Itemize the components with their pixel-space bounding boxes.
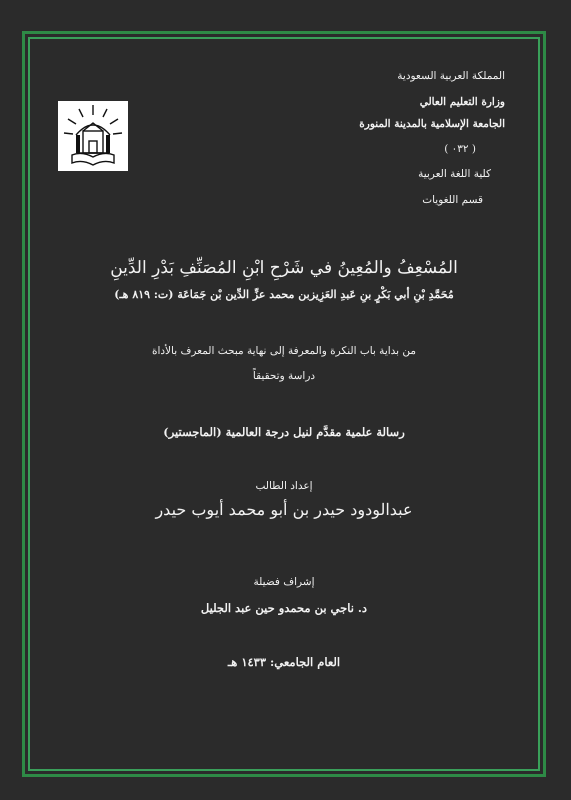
scope-study: دراسة وتحقيقاً	[252, 370, 316, 382]
student-label: إعداد الطالب	[255, 480, 313, 492]
ministry-name: وزارة التعليم العالي	[419, 96, 505, 108]
document-number: ( ٠٣٢ )	[444, 143, 476, 155]
academic-year: العام الجامعي: ١٤٣٣ هـ	[227, 655, 341, 669]
student-name: عبدالودود حيدر بن أبو محمد أيوب حيدر	[155, 500, 413, 519]
department-name: قسم اللغويات	[422, 194, 483, 206]
thesis-statement: رسالة علمية مقدَّم لنيل درجة العالمية (الماجستير)	[163, 425, 405, 439]
thesis-title: المُسْعِفُ والمُعِينُ في شَرْحِ ابْنِ المُصَنِّفِ بَدْرِ الدِّينِ	[110, 258, 458, 278]
supervisor-name: د. ناجي بن محمدو حين عبد الجليل	[200, 601, 368, 615]
supervisor-label: إشراف فضيلة	[253, 576, 315, 588]
author-line: مُحَمَّدِ بْنِ أبي بَكْرٍ بنِ عَبدِ العَزِيزبن محمد عزِّ الدِّين بْن جَمَاعَة (ت: ٨١٩ هـ)	[114, 288, 454, 301]
college-name: كلية اللغة العربية	[418, 168, 491, 180]
university-logo-icon	[58, 101, 128, 171]
kingdom-name: المملكة العربية السعودية	[397, 70, 505, 82]
university-name: الجامعة الإسلامية بالمدينة المنورة	[359, 118, 505, 130]
logo-drawing	[58, 101, 128, 171]
scope-range: من بداية باب النكرة والمعرفة إلى نهاية مبحث المعرف بالأداة	[151, 345, 417, 357]
